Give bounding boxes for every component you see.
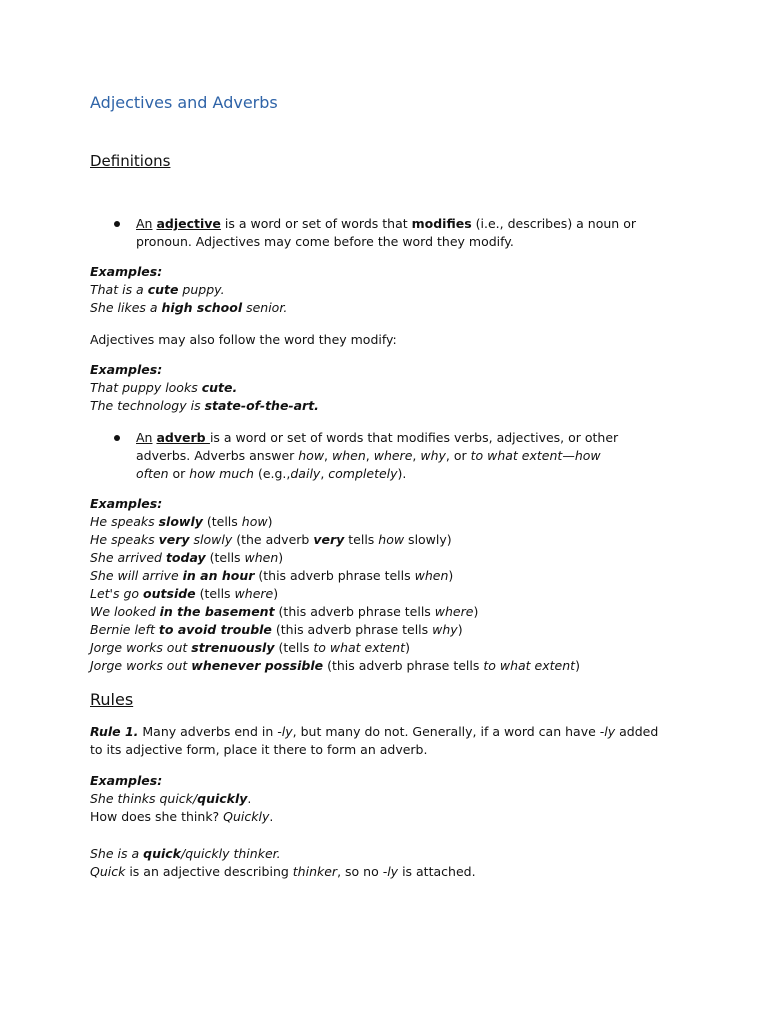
adverb-definition-line3: often or how much (e.g.,daily, completely). — [136, 466, 407, 481]
example-line: He speaks slowly (tells how) — [90, 514, 273, 529]
examples-label: Examples: — [90, 496, 163, 511]
example-line: She is a quick/quickly thinker. — [90, 846, 281, 861]
example-line: How does she think? Quickly. — [90, 809, 274, 824]
example-line: That is a cute puppy. — [90, 282, 225, 297]
adverb-definition-line2: adverbs. Adverbs answer how, when, where, why, or to what extent—how — [136, 448, 601, 463]
adverb-definition-line1: An adverb is a word or set of words that modifies verbs, adjectives, or other — [136, 430, 619, 445]
example-line: That puppy looks cute. — [90, 380, 238, 395]
bullet-icon — [114, 221, 120, 227]
example-line: He speaks very slowly (the adverb very tells how slowly) — [90, 532, 452, 547]
example-line: We looked in the basement (this adverb phrase tells where) — [90, 604, 479, 619]
example-line: Jorge works out strenuously (tells to what extent) — [90, 640, 410, 655]
example-line: Quick is an adjective describing thinker, so no -ly is attached. — [90, 864, 476, 879]
example-line: She thinks quick/quickly. — [90, 791, 252, 806]
definitions-heading: Definitions — [90, 152, 171, 170]
examples-label: Examples: — [90, 773, 163, 788]
example-line: She will arrive in an hour (this adverb phrase tells when) — [90, 568, 454, 583]
bullet-icon — [114, 435, 120, 441]
rules-heading: Rules — [90, 690, 134, 709]
example-line: Jorge works out whenever possible (this adverb phrase tells to what extent) — [90, 658, 580, 673]
examples-label: Examples: — [90, 264, 163, 279]
example-line: Bernie left to avoid trouble (this adverb phrase tells why) — [90, 622, 463, 637]
example-line: She likes a high school senior. — [90, 300, 288, 315]
adjective-definition-line2: pronoun. Adjectives may come before the word they modify. — [136, 234, 514, 249]
adjective-definition-line1: An adjective is a word or set of words that modifies (i.e., describes) a noun or — [136, 216, 636, 231]
example-line: Let's go outside (tells where) — [90, 586, 279, 601]
rule1-line1: Rule 1. Many adverbs end in -ly, but many do not. Generally, if a word can have -ly added — [90, 724, 659, 739]
example-line: She arrived today (tells when) — [90, 550, 284, 565]
page-title: Adjectives and Adverbs — [90, 93, 278, 112]
adjective-follow-text: Adjectives may also follow the word they modify: — [90, 332, 397, 347]
rule1-line2: to its adjective form, place it there to form an adverb. — [90, 742, 428, 757]
examples-label: Examples: — [90, 362, 163, 377]
example-line: The technology is state-of-the-art. — [90, 398, 319, 413]
